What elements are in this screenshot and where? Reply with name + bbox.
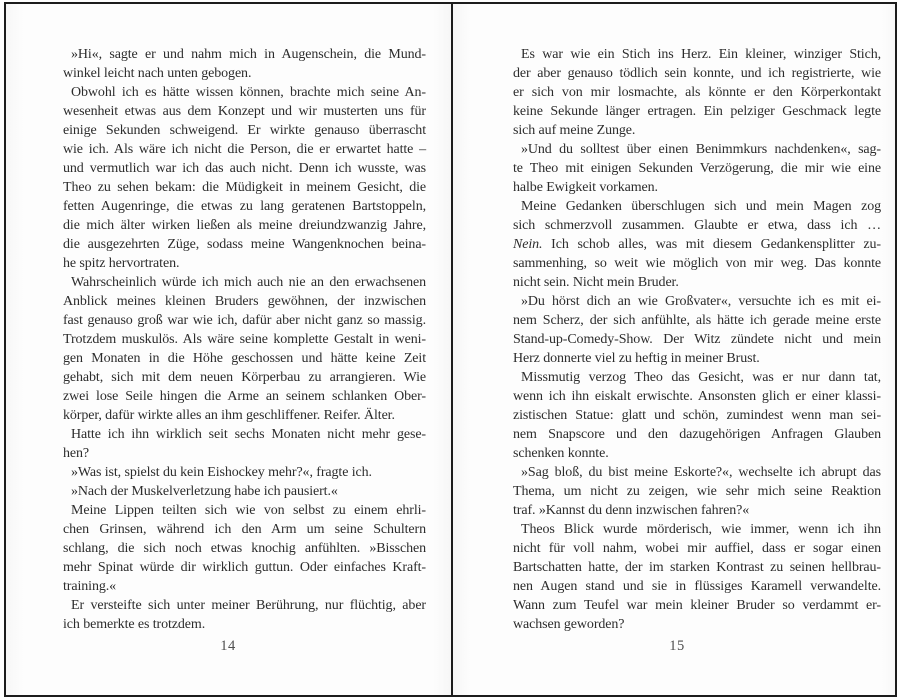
text-line [513, 159, 881, 178]
text-line [513, 140, 881, 159]
paragraph [63, 596, 426, 634]
paragraph [63, 463, 426, 482]
text-line [63, 596, 426, 615]
text-line [513, 387, 881, 406]
text-line [513, 501, 881, 520]
paragraph [63, 45, 426, 83]
text-line [63, 140, 426, 159]
paragraph [513, 292, 881, 368]
text-segment: Anblick meines kleinen Bruders gewöhnen, der inzwischen [63, 294, 426, 309]
text-line [63, 292, 426, 311]
page-right-text-column [513, 45, 881, 634]
text-line [63, 615, 426, 634]
paragraph [63, 83, 426, 273]
text-line [63, 539, 426, 558]
text-segment: keine Sekunde länger ertragen. Ein pelziger Geschmack legte [513, 104, 881, 119]
text-line [513, 558, 881, 577]
text-segment: Stand-up-Comedy-Show. Der Witz zündete nicht und mein [513, 332, 881, 347]
text-segment: er sich von mir losmachte, als könnte er den Körperkontakt [513, 85, 881, 100]
text-segment: Er versteifte sich unter meiner Berührung, nur flüchtig, aber [71, 598, 426, 613]
text-segment: »Hi«, sagte er und nahm mich in Augenschein, die Mund- [71, 47, 426, 62]
text-segment: Meine Gedanken überschlugen sich und mein Magen zog [521, 199, 881, 214]
text-line [513, 577, 881, 596]
text-line [513, 349, 881, 368]
text-line [513, 311, 881, 330]
text-line [513, 615, 881, 634]
text-segment: he spitz hervortraten. [63, 256, 180, 271]
text-line [513, 425, 881, 444]
text-line [63, 387, 426, 406]
text-segment: Bartschatten hatte, der im starken Kontrast zu seinen hellbrau- [513, 560, 881, 575]
text-line [63, 273, 426, 292]
text-line [63, 197, 426, 216]
text-line [63, 463, 426, 482]
text-segment: »Nach der Muskelverletzung habe ich pausiert.« [71, 484, 338, 499]
text-segment: der aber genauso tödlich sein konnte, und ich registrierte, wie [513, 66, 881, 81]
text-line [63, 425, 426, 444]
text-segment: mehr Spinat würde dir wirklich guttun. Oder einfaches Kraft- [63, 560, 426, 575]
text-segment: Theos Blick wurde mörderisch, wie immer, wenn ich ihn [521, 522, 881, 537]
text-segment: zistischen Statue: glatt und schön, zumindest wenn man sei- [513, 408, 881, 423]
text-line [513, 102, 881, 121]
text-line [513, 330, 881, 349]
text-segment: sammenhing, so weit wie möglich von mir weg. Das konnte [513, 256, 881, 271]
text-segment: hen? [63, 446, 90, 461]
text-line [513, 463, 881, 482]
text-segment: winkel leicht nach unten gebogen. [63, 66, 252, 81]
text-segment: die mich älter wirken ließen als meine dreiundzwanzig Jahre, [63, 218, 426, 233]
text-segment: Ich schob alles, was mit diesem Gedankensplitter zu- [542, 237, 881, 252]
text-line [513, 45, 881, 64]
text-segment: fetten Augenringe, die etwas zu lang geratenen Bartstoppeln, [63, 199, 426, 214]
text-segment: zwei lose Seile hingen die Arme an seinem schlanken Ober- [63, 389, 426, 404]
text-line [513, 178, 881, 197]
paragraph [513, 197, 881, 292]
text-line [513, 197, 881, 216]
text-line [63, 444, 426, 463]
text-segment: schenken konnte. [513, 446, 609, 461]
text-line [513, 121, 881, 140]
text-segment: nen Augen stand und sie in flüssiges Karamell verwandelte. [513, 579, 881, 594]
text-segment: chen Grinsen, während ich den Arm um seine Schultern [63, 522, 426, 537]
text-segment: »Du hörst dich an wie Großvater«, versuchte ich es mit ei- [521, 294, 881, 309]
text-segment: Hatte ich ihn wirklich seit sechs Monaten nicht mehr gese- [71, 427, 426, 442]
paragraph [63, 273, 426, 425]
book-gutter-divider [451, 2, 453, 697]
text-segment: »Sag bloß, du bist meine Eskorte?«, wechselte ich abrupt das [521, 465, 881, 480]
text-line [63, 159, 426, 178]
text-line [63, 102, 426, 121]
page-number-right: 15 [669, 638, 685, 654]
text-line [63, 235, 426, 254]
text-line [63, 558, 426, 577]
text-segment: Es war wie ein Stich ins Herz. Ein kleiner, winziger Stich, [521, 47, 881, 62]
paragraph [513, 463, 881, 520]
text-line [63, 330, 426, 349]
text-line [63, 577, 426, 596]
text-segment: nem Scherz, der sich anfühlte, als hätte ich gerade meine erste [513, 313, 881, 328]
text-segment: wie ich. Als wäre ich nicht die Person, die er erwartet hatte – [63, 142, 426, 157]
text-line [513, 292, 881, 311]
italic-text-segment: Nein. [513, 237, 543, 252]
text-segment: te Theo mit einigen Sekunden Verzögerung, die mir wie eine [513, 161, 881, 176]
text-line [63, 406, 426, 425]
text-line [513, 406, 881, 425]
page-number-left: 14 [220, 638, 236, 654]
text-segment: schlang, die sich noch etwas knochig anfühlten. »Bisschen [63, 541, 426, 556]
text-segment: Wann zum Teufel war mein kleiner Bruder so verdammt er- [513, 598, 881, 613]
text-segment: Wahrscheinlich würde ich mich auch nie an den erwachsenen [71, 275, 426, 290]
page-right [453, 2, 895, 697]
text-segment: die ausgezehrten Züge, sodass meine Wangenknochen beina- [63, 237, 426, 252]
text-segment: Thema, um nicht zu zeigen, wie sehr mich seine Reaktion [513, 484, 881, 499]
text-line [63, 368, 426, 387]
text-segment: Theo zu sehen bekam: die Müdigkeit in meinem Gesicht, die [63, 180, 426, 195]
text-segment: gen Monaten in die Höhe geschossen und hätte keine Zeit [63, 351, 426, 366]
text-segment: Trotzdem muskulös. Als wäre seine komplette Gestalt in weni- [63, 332, 426, 347]
text-segment: fast genauso groß war wie ich, dafür aber nicht ganz so massig. [63, 313, 426, 328]
text-segment: halbe Ewigkeit vorkamen. [513, 180, 658, 195]
paragraph [63, 425, 426, 463]
text-segment: wenn ich ihn eiskalt erwischte. Ansonsten glich er einer klassi- [513, 389, 881, 404]
text-segment: training.« [63, 579, 117, 594]
text-segment: Herz donnerte viel zu heftig in meiner Brust. [513, 351, 760, 366]
text-line [513, 216, 881, 235]
text-segment: »Was ist, spielst du kein Eishockey mehr?«, fragte ich. [71, 465, 372, 480]
text-segment: einige Sekunden schweigend. Er wirkte genauso überrascht [63, 123, 426, 138]
text-line [513, 273, 881, 292]
text-line [513, 482, 881, 501]
text-segment: Meine Lippen teilten sich wie von selbst zu einem ehrli- [71, 503, 426, 518]
text-segment: wesenheit etwas aus dem Konzept und wir musterten uns für [63, 104, 426, 119]
text-segment: und vermutlich war ich das auch nicht. Denn ich wusste, was [63, 161, 426, 176]
text-line [63, 482, 426, 501]
text-segment: »Und du solltest über einen Benimmkurs nachdenken«, sag- [521, 142, 881, 157]
text-line [513, 64, 881, 83]
text-line [63, 349, 426, 368]
text-line [63, 45, 426, 64]
text-line [513, 596, 881, 615]
paragraph [513, 368, 881, 463]
text-line [63, 83, 426, 102]
text-line [513, 83, 881, 102]
text-segment: Missmutig verzog Theo das Gesicht, was er nur dann tat, [521, 370, 881, 385]
text-segment: nem Snapscore und den dazugehörigen Anfragen Glauben [513, 427, 881, 442]
text-segment: körper, dafür wirkte alles an ihm geschliffener. Reifer. Älter. [63, 408, 395, 423]
paragraph [63, 482, 426, 501]
page-left-text-column [63, 45, 426, 634]
text-line [63, 216, 426, 235]
text-line [63, 254, 426, 273]
text-line [63, 64, 426, 83]
text-segment: traf. »Kannst du denn inzwischen fahren?« [513, 503, 750, 518]
paragraph [513, 520, 881, 634]
text-segment: Obwohl ich es hätte wissen können, brachte mich seine An- [71, 85, 426, 100]
text-segment: nicht sein. Nicht mein Bruder. [513, 275, 679, 290]
page-left [6, 2, 451, 697]
text-line [63, 178, 426, 197]
text-segment: sich schmerzvoll zusammen. Glaubte er etwa, dass ich … [513, 218, 881, 233]
text-line [513, 254, 881, 273]
paragraph [63, 501, 426, 596]
paragraph [513, 45, 881, 140]
text-line [513, 235, 881, 254]
text-line [63, 501, 426, 520]
text-segment: wachsen geworden? [513, 617, 625, 632]
text-line [63, 121, 426, 140]
text-line [513, 539, 881, 558]
text-segment: sich auf meine Zunge. [513, 123, 636, 138]
text-segment: nicht für voll nahm, wobei mir auffiel, dass er sogar einen [513, 541, 881, 556]
text-segment: ich bemerkte es trotzdem. [63, 617, 206, 632]
text-segment: gehabt, sich mit dem neuen Körperbau zu arrangieren. Wie [63, 370, 426, 385]
text-line [513, 520, 881, 539]
text-line [63, 520, 426, 539]
text-line [63, 311, 426, 330]
text-line [513, 444, 881, 463]
paragraph [513, 140, 881, 197]
text-line [513, 368, 881, 387]
